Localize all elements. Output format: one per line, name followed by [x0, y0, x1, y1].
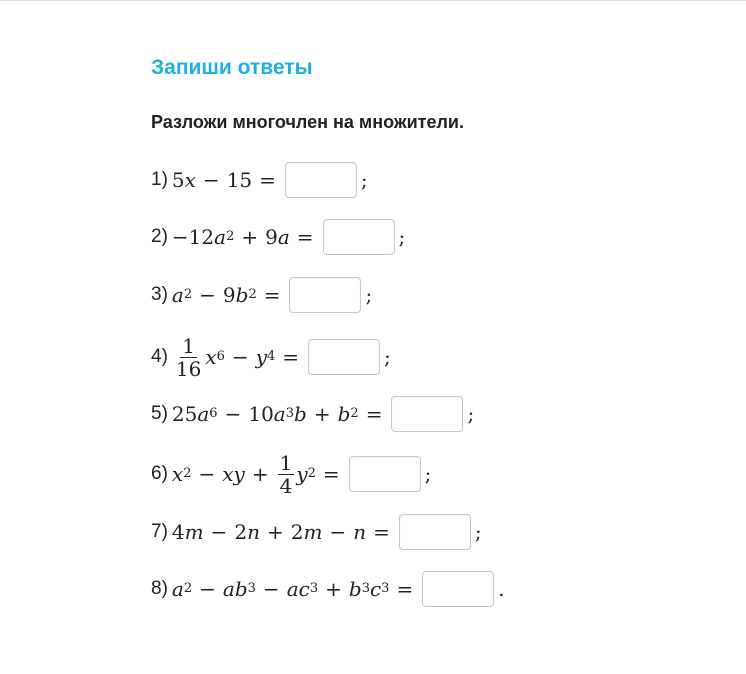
math-term: −12 [171, 225, 215, 249]
math-term: 4 [171, 520, 185, 544]
punctuation: ; [360, 168, 368, 192]
math-op: − [210, 520, 228, 544]
math-op: + [267, 520, 284, 544]
math-op: − [224, 402, 242, 426]
math-op: − [231, 345, 249, 369]
math-op: = [263, 283, 281, 307]
task-3 [151, 275, 372, 315]
fraction-numerator: 1 [182, 333, 195, 358]
math-var: b [348, 577, 362, 601]
task-expression: $\frac{1}{16}$ x 6 − y 4 = [175, 333, 300, 381]
math-var: a [171, 577, 184, 601]
math-op: = [373, 520, 390, 544]
task-expression: x 2 − xy + $\frac{1}{4}$ y 2 = [171, 450, 340, 498]
math-var: y [296, 462, 308, 486]
math-var: x [171, 462, 184, 486]
task-number: 8) [151, 578, 168, 599]
fraction [174, 335, 203, 380]
task-expression: −12 a 2 + 9 a = [171, 225, 314, 249]
math-var: a [273, 402, 286, 426]
task-number: 3) [151, 284, 168, 305]
task-number: 4) [151, 346, 168, 367]
math-op: − [199, 283, 216, 307]
punctuation: ; [424, 462, 432, 486]
math-op: − [202, 168, 220, 192]
math-var: n [353, 520, 367, 544]
fraction-denominator: 4 [279, 473, 293, 498]
math-term: 15 [226, 168, 253, 192]
answer-input-7[interactable] [399, 514, 471, 550]
math-op: − [329, 520, 347, 544]
math-op: = [282, 345, 300, 369]
task-7 [151, 512, 482, 552]
math-op: − [262, 577, 280, 601]
math-term: 2 [290, 520, 304, 544]
punctuation: ; [398, 225, 406, 249]
math-op: + [325, 577, 342, 601]
math-op: + [251, 462, 269, 486]
fraction [278, 452, 295, 497]
task-expression: a 2 − 9 b 2 = [171, 283, 281, 307]
math-var: a [222, 577, 235, 601]
punctuation: ; [365, 283, 373, 307]
fraction-denominator: 16 [175, 356, 202, 381]
math-op: = [296, 225, 314, 249]
math-var: x [205, 345, 217, 369]
math-op: = [365, 402, 383, 426]
math-var: a [286, 577, 299, 601]
answer-input-8[interactable] [422, 571, 494, 607]
math-op: − [198, 462, 216, 486]
math-var: c [369, 577, 382, 601]
task-expression: 25 a 6 − 10 a 3 b + b 2 = [171, 402, 383, 426]
math-var: m [303, 520, 323, 544]
task-8 [151, 569, 505, 609]
punctuation: . [498, 577, 505, 601]
math-term: 9 [222, 283, 236, 307]
punctuation: ; [467, 402, 475, 426]
exercise-instruction: Разложи многочлен на множители. [151, 112, 464, 132]
math-term: 25 [171, 402, 198, 426]
math-var: m [184, 520, 204, 544]
math-term: 5 [171, 168, 185, 192]
math-var: a [214, 225, 227, 249]
math-var: a [171, 283, 184, 307]
punctuation: ; [384, 345, 391, 369]
math-var: a [277, 225, 290, 249]
math-var: b [235, 283, 249, 307]
task-expression [172, 520, 397, 544]
answer-input-2[interactable] [323, 219, 395, 255]
task-2 [151, 217, 405, 257]
task-expression: a 2 − a b 3 − a c 3 + b 3 c 3 = [171, 577, 414, 601]
math-var: x [184, 168, 196, 192]
answer-input-4[interactable] [308, 339, 380, 375]
exercise-card [151, 51, 711, 135]
math-var: y [255, 345, 267, 369]
math-op: + [241, 225, 259, 249]
math-term: 9 [265, 225, 278, 249]
task-number: 7) [151, 521, 168, 542]
math-var: b [294, 402, 307, 426]
task-1 [151, 160, 368, 200]
math-term: 2 [234, 520, 248, 544]
exercise-title: Запиши ответы [151, 56, 313, 79]
task-4 [151, 334, 391, 380]
answer-input-5[interactable] [391, 396, 463, 432]
math-op: + [313, 402, 331, 426]
task-6 [151, 451, 431, 497]
punctuation: ; [474, 520, 482, 544]
math-var: n [247, 520, 260, 544]
task-number: 6) [151, 463, 168, 484]
task-number: 2) [151, 226, 168, 247]
math-var: b [234, 577, 248, 601]
answer-input-3[interactable] [289, 277, 361, 313]
math-var: c [298, 577, 310, 601]
math-op: = [396, 577, 414, 601]
task-number: 1) [151, 169, 168, 190]
fraction-numerator: 1 [279, 450, 293, 475]
task-number: 5) [151, 403, 168, 424]
math-op: = [259, 168, 276, 192]
answer-input-6[interactable] [349, 456, 421, 492]
math-op: = [322, 462, 340, 486]
answer-input-1[interactable] [285, 162, 357, 198]
math-var: xy [222, 462, 245, 486]
task-5 [151, 394, 474, 434]
math-term: 10 [248, 402, 274, 426]
math-op: − [199, 577, 216, 601]
math-var: b [337, 402, 351, 426]
task-expression [172, 168, 283, 192]
math-var: a [197, 402, 210, 426]
